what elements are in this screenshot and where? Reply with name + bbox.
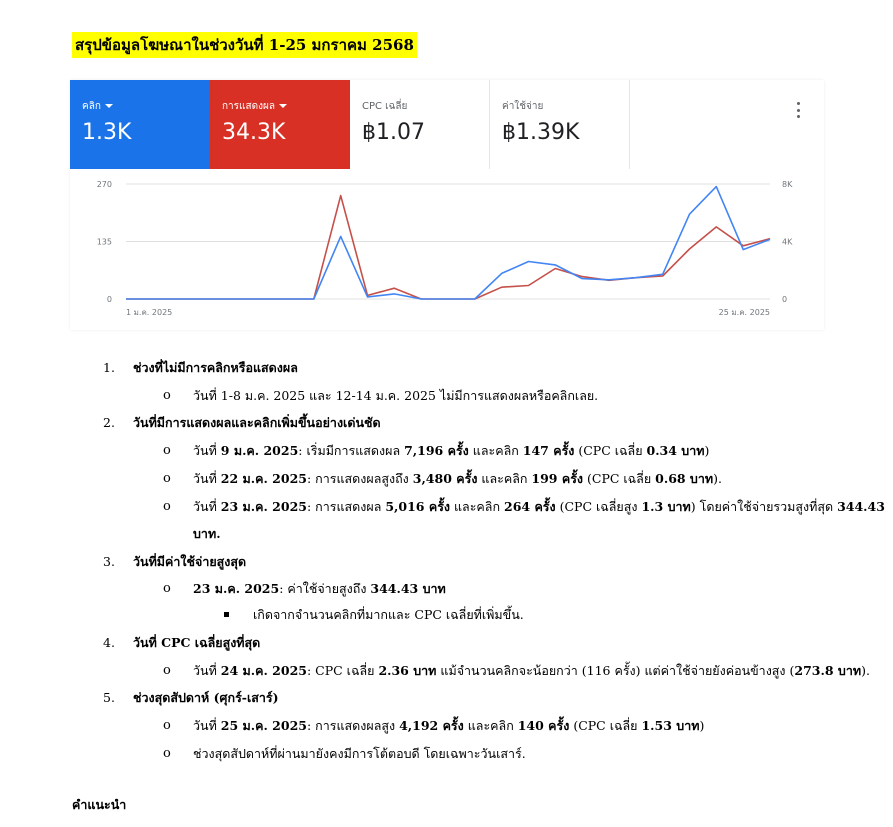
dropdown-caret-icon[interactable] — [105, 104, 113, 108]
y-tick-label-left: 270 — [96, 180, 112, 189]
metric-value: 34.3K — [222, 120, 286, 145]
y-tick-label-left: 135 — [96, 237, 112, 247]
list-subitem: วันที่ 9 ม.ค. 2025: เริ่มมีการแสดงผล 7,196 ครั้ง และคลิก 147 ครั้ง (CPC เฉลี่ย 0.34 บาท) — [193, 443, 710, 458]
metric-tile-avg-cpc[interactable] — [350, 80, 490, 169]
metric-label: การแสดงผล — [222, 100, 275, 112]
list-number: 2. — [103, 415, 115, 430]
bullet-marker: o — [163, 718, 171, 733]
list-subitem: วันที่ 24 ม.ค. 2025: CPC เฉลี่ย 2.36 บาท แม้จำนวนคลิกจะน้อยกว่า (116 ครั้ง) แต่ค่าใช้จ่ายยังค่อนข้างสูง (273.8 บาท). — [193, 663, 870, 678]
metric-tile-impressions[interactable] — [210, 80, 350, 169]
page-title: สรุปข้อมูลโฆษณาในช่วงวันที่ 1-25 มกราคม 2568 — [72, 32, 417, 58]
y-tick-label-right: 4K — [782, 237, 793, 247]
list-number: 5. — [103, 690, 115, 705]
metric-label: CPC เฉลี่ย — [362, 100, 408, 112]
ads-performance-card — [70, 80, 824, 330]
dropdown-caret-icon[interactable] — [279, 104, 287, 108]
bullet-marker: o — [163, 663, 171, 678]
list-heading: วันที่มีค่าใช้จ่ายสูงสุด — [133, 554, 247, 569]
series-line-impressions — [126, 196, 770, 299]
list-heading: ช่วงที่ไม่มีการคลิกหรือแสดงผล — [133, 360, 298, 375]
list-heading: วันที่ CPC เฉลี่ยสูงที่สุด — [133, 635, 261, 650]
y-tick-label-right: 8K — [782, 180, 793, 189]
bullet-marker: o — [163, 388, 171, 403]
y-tick-label-left: 0 — [106, 295, 112, 304]
bullet-marker: o — [163, 471, 171, 486]
metric-label: ค่าใช้จ่าย — [502, 100, 544, 112]
list-subsubitem: เกิดจากจำนวนคลิกที่มากและ CPC เฉลี่ยที่เพิ่มขึ้น. — [253, 607, 524, 622]
list-subitem-continuation: บาท. — [193, 526, 221, 541]
bullet-marker: o — [163, 443, 171, 458]
series-line-clicks — [126, 187, 770, 299]
bullet-marker: o — [163, 581, 171, 596]
recommendations-heading: คำแนะนำ — [72, 797, 127, 812]
bullet-marker: o — [163, 746, 171, 761]
list-number: 3. — [103, 554, 115, 569]
x-tick-label: 1 ม.ค. 2025 — [126, 308, 173, 317]
list-number: 1. — [103, 360, 115, 375]
square-bullet-icon — [224, 612, 229, 617]
list-subitem: 23 ม.ค. 2025: ค่าใช้จ่ายสูงถึง 344.43 บาท — [193, 581, 446, 596]
metric-value: ฿1.39K — [502, 120, 580, 145]
list-subitem: ช่วงสุดสัปดาห์ที่ผ่านมายังคงมีการโต้ตอบดี โดยเฉพาะวันเสาร์. — [193, 746, 526, 761]
list-subitem: วันที่ 25 ม.ค. 2025: การแสดงผลสูง 4,192 ครั้ง และคลิก 140 ครั้ง (CPC เฉลี่ย 1.53 บาท) — [193, 718, 705, 733]
list-heading: วันที่มีการแสดงผลและคลิกเพิ่มขึ้นอย่างเด่นชัด — [133, 415, 381, 430]
list-subitem: วันที่ 22 ม.ค. 2025: การแสดงผลสูงถึง 3,480 ครั้ง และคลิก 199 ครั้ง (CPC เฉลี่ย 0.68 บาท). — [193, 471, 722, 486]
x-tick-label: 25 ม.ค. 2025 — [718, 308, 770, 317]
metric-tile-clicks[interactable] — [70, 80, 210, 169]
list-heading: ช่วงสุดสัปดาห์ (ศุกร์-เสาร์) — [133, 690, 279, 705]
list-subitem: วันที่ 23 ม.ค. 2025: การแสดงผล 5,016 ครั้ง และคลิก 264 ครั้ง (CPC เฉลี่ยสูง 1.3 บาท) โดยค่าใช้จ่ายรวมสูงที่สุด 344.43 — [193, 499, 885, 514]
metric-value: 1.3K — [82, 120, 132, 145]
more-options-icon[interactable] — [792, 100, 804, 120]
list-number: 4. — [103, 635, 115, 650]
metric-tiles — [70, 80, 630, 169]
metric-value: ฿1.07 — [362, 120, 425, 145]
metric-label: คลิก — [82, 100, 101, 112]
performance-line-chart — [70, 174, 824, 324]
bullet-marker: o — [163, 499, 171, 514]
y-tick-label-right: 0 — [782, 295, 788, 304]
list-subitem: วันที่ 1-8 ม.ค. 2025 และ 12-14 ม.ค. 2025 ไม่มีการแสดงผลหรือคลิกเลย. — [193, 388, 599, 403]
metric-tile-cost[interactable] — [490, 80, 630, 169]
